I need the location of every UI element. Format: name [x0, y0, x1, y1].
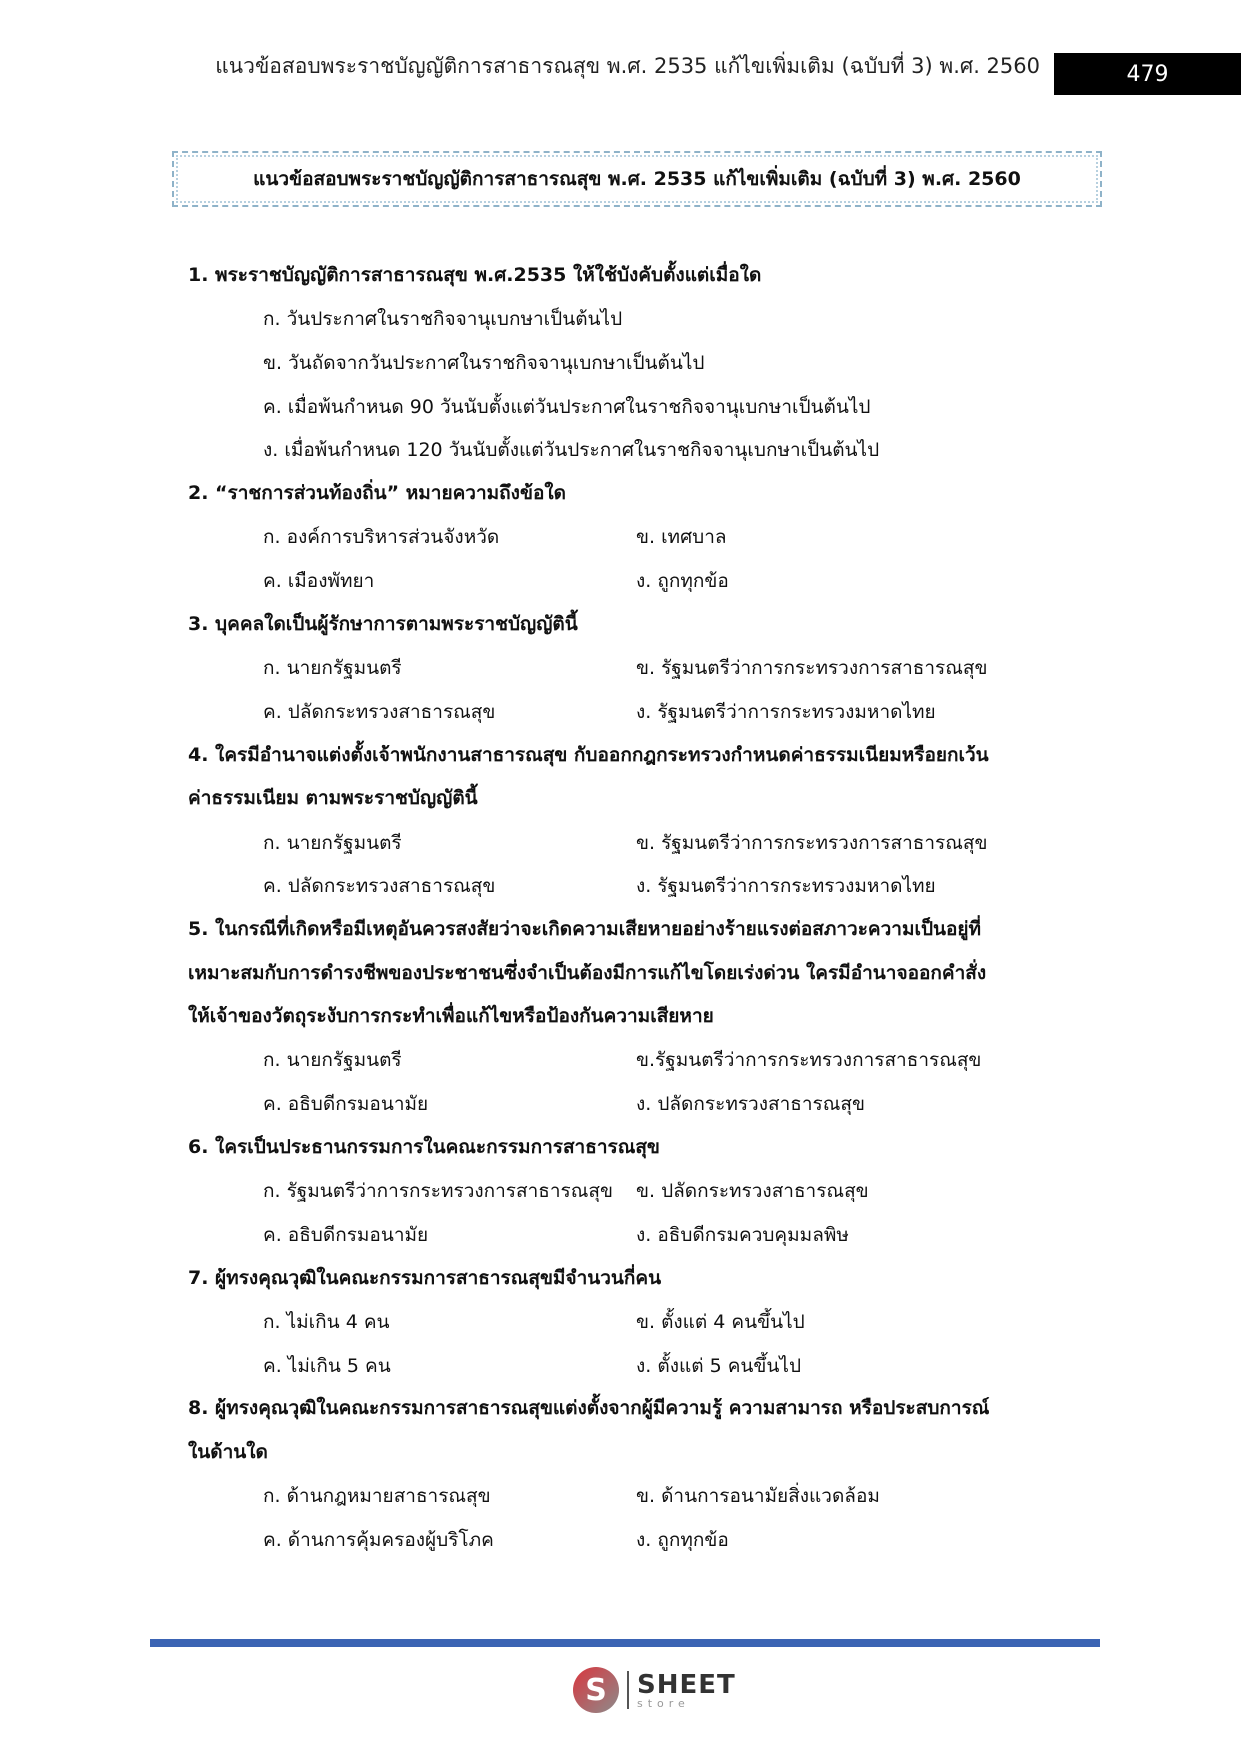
option: ค. ด้านการคุ้มครองผู้บริโภค	[263, 1529, 494, 1552]
option: ก. ด้านกฎหมายสาธารณสุข	[263, 1485, 491, 1508]
question-text: 4. ใครมีอำนาจแต่งตั้งเจ้าพนักงานสาธารณสุข กับออกกฎกระทรวงกำหนดค่าธรรมเนียมหรือยกเว้น	[188, 743, 989, 766]
option: ง. ตั้งแต่ 5 คนขึ้นไป	[636, 1354, 802, 1377]
question-text: 5. ในกรณีที่เกิดหรือมีเหตุอันควรสงสัยว่าจะเกิดความเสียหายอย่างร้ายแรงต่อสภาวะความเป็นอยู่ที่	[188, 917, 982, 940]
question-text: ให้เจ้าของวัตถุระงับการกระทำเพื่อแก้ไขหรือป้องกันความเสียหาย	[188, 1005, 714, 1028]
question-text: 8. ผู้ทรงคุณวุฒิในคณะกรรมการสาธารณสุขแต่งตั้งจากผู้มีความรู้ ความสามารถ หรือประสบการณ์	[188, 1397, 990, 1420]
logo-separator	[627, 1671, 629, 1709]
question-3	[188, 603, 1088, 734]
option: ก. นายกรัฐมนตรี	[263, 831, 402, 854]
question-text: 3. บุคคลใดเป็นผู้รักษาการตามพระราชบัญญัตินี้	[188, 612, 578, 635]
option: ค. อธิบดีกรมอนามัย	[263, 1093, 429, 1116]
question-8	[188, 1387, 1088, 1561]
logo-mark-icon: S	[573, 1667, 619, 1713]
question-text: 7. ผู้ทรงคุณวุฒิในคณะกรรมการสาธารณสุขมีจำนวนกี่คน	[188, 1266, 662, 1289]
option: ง. ถูกทุกข้อ	[636, 569, 729, 592]
option: ง. รัฐมนตรีว่าการกระทรวงมหาดไทย	[636, 700, 936, 723]
question-text: ในด้านใด	[188, 1441, 268, 1464]
option: ข. เทศบาล	[636, 526, 727, 549]
option: ค. อธิบดีกรมอนามัย	[263, 1223, 429, 1246]
question-list	[188, 254, 1088, 1562]
option: ก. รัฐมนตรีว่าการกระทรวงการสาธารณสุข	[263, 1180, 613, 1203]
option: ง. เมื่อพ้นกำหนด 120 วันนับตั้งแต่วันประกาศในราชกิจจานุเบกษาเป็นต้นไป	[263, 439, 880, 462]
option: ค. ไม่เกิน 5 คน	[263, 1354, 391, 1377]
running-header: แนวข้อสอบพระราชบัญญัติการสาธารณสุข พ.ศ. 2535 แก้ไขเพิ่มเติม (ฉบับที่ 3) พ.ศ. 2560	[215, 54, 1040, 78]
footer-logo	[573, 1667, 736, 1713]
option: ข. วันถัดจากวันประกาศในราชกิจจานุเบกษาเป็นต้นไป	[263, 351, 705, 374]
option: ง. ถูกทุกข้อ	[636, 1529, 729, 1552]
option: ค. ปลัดกระทรวงสาธารณสุข	[263, 875, 496, 898]
option: ค. ปลัดกระทรวงสาธารณสุข	[263, 700, 496, 723]
option: ข.รัฐมนตรีว่าการกระทรวงการสาธารณสุข	[636, 1049, 982, 1072]
option: ค. เมื่อพ้นกำหนด 90 วันนับตั้งแต่วันประกาศในราชกิจจานุเบกษาเป็นต้นไป	[263, 395, 871, 418]
question-text: 6. ใครเป็นประธานกรรมการในคณะกรรมการสาธารณสุข	[188, 1135, 660, 1158]
question-7	[188, 1257, 1088, 1388]
logo-text	[637, 1669, 736, 1710]
question-text: 1. พระราชบัญญัติการสาธารณสุข พ.ศ.2535 ให้ใช้บังคับตั้งแต่เมื่อใด	[188, 264, 762, 286]
option: ก. วันประกาศในราชกิจจานุเบกษาเป็นต้นไป	[263, 308, 623, 331]
logo-subword: store	[637, 1696, 690, 1710]
option: ก. ไม่เกิน 4 คน	[263, 1311, 390, 1334]
option: ข. ปลัดกระทรวงสาธารณสุข	[636, 1180, 869, 1203]
page-number: 479	[1054, 53, 1241, 95]
option: ก. นายกรัฐมนตรี	[263, 1049, 402, 1072]
footer-rule	[150, 1639, 1100, 1647]
question-4	[188, 734, 1088, 908]
logo-word: SHEET	[637, 1669, 736, 1700]
option: ข. รัฐมนตรีว่าการกระทรวงการสาธารณสุข	[636, 831, 988, 854]
option: ง. รัฐมนตรีว่าการกระทรวงมหาดไทย	[636, 875, 936, 898]
question-text: ค่าธรรมเนียม ตามพระราชบัญญัตินี้	[188, 787, 478, 810]
question-6	[188, 1126, 1088, 1257]
option: ง. อธิบดีกรมควบคุมมลพิษ	[636, 1223, 849, 1246]
option: ค. เมืองพัทยา	[263, 569, 375, 592]
option: ง. ปลัดกระทรวงสาธารณสุข	[636, 1093, 865, 1116]
question-5	[188, 908, 1088, 1126]
question-1	[188, 254, 1088, 472]
option: ข. ตั้งแต่ 4 คนขึ้นไป	[636, 1311, 805, 1334]
option: ก. นายกรัฐมนตรี	[263, 657, 402, 680]
question-text: 2. “ราชการส่วนท้องถิ่น” หมายความถึงข้อใด	[188, 481, 566, 504]
question-text: เหมาะสมกับการดำรงชีพของประชาชนซึ่งจำเป็นต้องมีการแก้ไขโดยเร่งด่วน ใครมีอำนาจออกคำสั่ง	[188, 961, 987, 984]
option: ข. ด้านการอนามัยสิ่งแวดล้อม	[636, 1485, 880, 1508]
question-2	[188, 472, 1088, 603]
page-title-box: แนวข้อสอบพระราชบัญญัติการสาธารณสุข พ.ศ. 2535 แก้ไขเพิ่มเติม (ฉบับที่ 3) พ.ศ. 2560	[172, 151, 1102, 207]
option: ข. รัฐมนตรีว่าการกระทรวงการสาธารณสุข	[636, 657, 988, 680]
option: ก. องค์การบริหารส่วนจังหวัด	[263, 526, 500, 549]
